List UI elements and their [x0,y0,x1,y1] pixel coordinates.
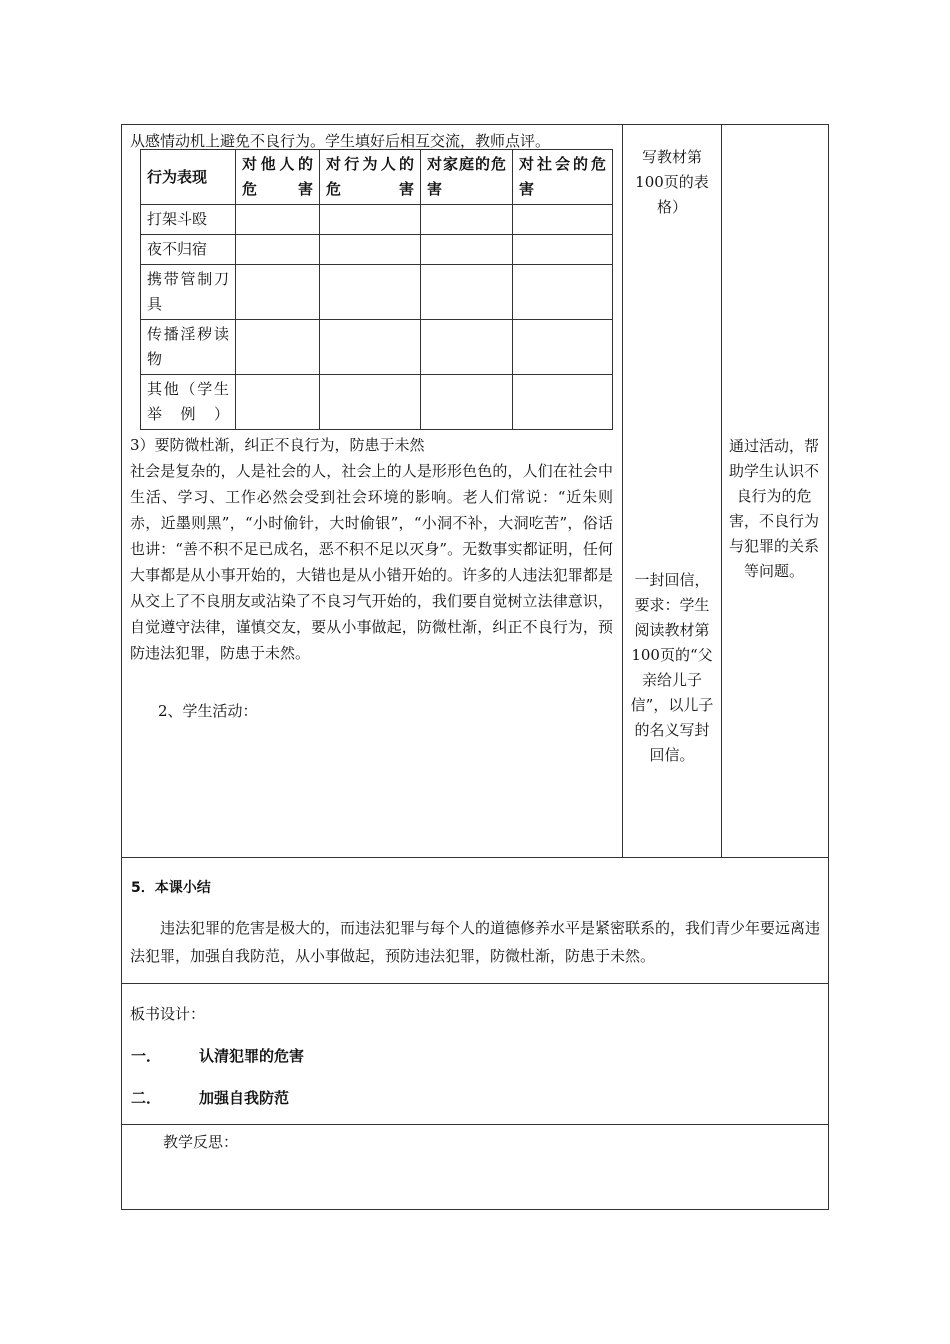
section3-body: 社会是复杂的，人是社会的人，社会上的人是形形色色的，人们在社会中生活、学习、工作必然会受到社会环境的影响。老人们常说：“近朱则赤，近墨则黑”，“小时偷针，大时偷银”，“小洞不补，大洞吃苦”，俗话也讲：“善不积不足已成名，恶不积不足以灭身”。无数事实都证明，任何大事都是从小事开始的，大错也是从小错开始的。许多的人违法犯罪都是从交上了不良朋友或沾染了不良习气开始的，我们要自觉树立法律意识，自觉遵守法律，谨慎交友，要从小事做起，防微杜渐，纠正不良行为，预防违法犯罪，防患于未然。 [130,462,613,662]
student-note-letter: 一封回信，要求：学生阅读教材第100页的“父亲给儿子信”，以儿子的名义写封回信。 [630,571,714,764]
table-cell[interactable] [236,320,320,375]
summary-body: 违法犯罪的危害是极大的，而违法犯罪与每个人的道德修养水平是紧密联系的，我们青少年要远离违法犯罪，加强自我防范，从小事做起，预防违法犯罪，防微杜渐，防患于未然。 [130,919,821,965]
table-cell[interactable] [236,375,320,430]
teaching-reflection-label: 教学反思： [163,1133,239,1151]
table-cell[interactable] [320,320,421,375]
header-behavior: 行为表现 [141,150,236,205]
header-harm-self: 对行为人的危害 [320,150,421,205]
table-cell[interactable] [421,205,513,235]
row-label-knives: 携带管制刀具 [141,265,236,320]
table-row [141,205,613,235]
board-item-text: 认清犯罪的危害 [199,1047,305,1065]
header-harm-society: 对社会的危害 [513,150,613,205]
table-cell[interactable] [320,205,421,235]
table-header-row [141,150,613,205]
table-row [141,375,613,430]
table-cell[interactable] [236,205,320,235]
table-cell[interactable] [513,320,613,375]
table-cell[interactable] [421,375,513,430]
behavior-harm-table [140,149,613,430]
board-design-label: 板书设计： [130,1005,206,1023]
row-divider-reflection [121,1124,829,1125]
student-activity-label: 2、学生活动： [158,702,258,720]
table-row [141,320,613,375]
table-cell[interactable] [513,205,613,235]
table-row [141,235,613,265]
student-note-top: 写教材第100页的表格） [635,148,709,216]
row-divider-summary [121,857,829,858]
header-harm-others: 对他人的危害 [236,150,320,205]
column-divider-1 [622,124,623,858]
row-label-staying-out: 夜不归宿 [141,235,236,265]
table-cell[interactable] [320,375,421,430]
design-intent-note: 通过活动，帮助学生认识不良行为的危害，不良行为与犯罪的关系等问题。 [728,437,819,580]
section3-heading: 3）要防微杜渐，纠正不良行为，防患于未然 [130,436,425,454]
board-item-2 [131,1087,289,1108]
table-cell[interactable] [513,235,613,265]
table-cell[interactable] [320,265,421,320]
header-harm-family: 对家庭的危害 [421,150,513,205]
board-item-number: 一． [131,1047,162,1065]
row-divider-board [121,983,829,984]
intro-line: 从感情动机上避免不良行为。学生填好后相互交流，教师点评。 [130,132,551,150]
table-cell[interactable] [320,235,421,265]
row-label-fighting: 打架斗殴 [141,205,236,235]
row-label-other: 其他（学生举例） [141,375,236,430]
table-cell[interactable] [513,265,613,320]
table-cell[interactable] [421,235,513,265]
table-cell[interactable] [421,320,513,375]
board-item-number: 二． [131,1089,162,1107]
summary-title: 5．本课小结 [131,880,211,896]
table-row [141,265,613,320]
table-cell[interactable] [513,375,613,430]
row-label-obscene: 传播淫秽读物 [141,320,236,375]
table-cell[interactable] [421,265,513,320]
board-item-text: 加强自我防范 [199,1089,290,1107]
section3-block [130,432,613,666]
board-item-1 [131,1045,304,1066]
table-cell[interactable] [236,235,320,265]
column-divider-2 [721,124,722,858]
table-cell[interactable] [236,265,320,320]
